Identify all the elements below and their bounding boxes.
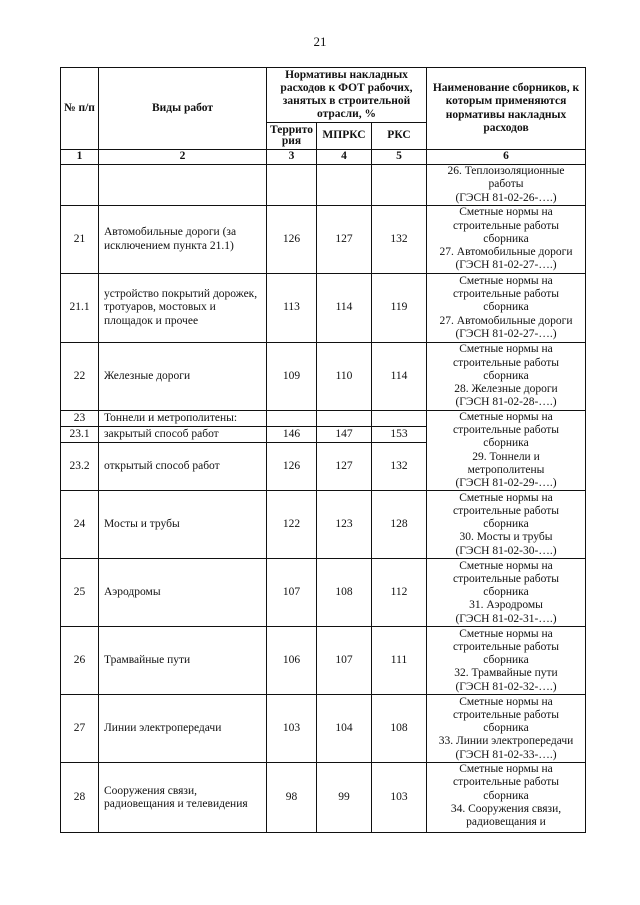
value-mprks: 127 bbox=[317, 206, 372, 274]
value-territory: 103 bbox=[267, 695, 317, 763]
collection-cell: Сметные нормы на строительные работы сборника 33. Линии электропередачи (ГЭСН 81-02-33-….) bbox=[427, 695, 586, 763]
work-type: Линии электропередачи bbox=[99, 695, 267, 763]
value-territory: 109 bbox=[267, 343, 317, 411]
row-num: 24 bbox=[61, 491, 99, 559]
work-type: Тоннели и метрополитены: bbox=[99, 411, 267, 427]
colnum-1: 1 bbox=[61, 150, 99, 165]
value-territory: 126 bbox=[267, 443, 317, 491]
header-num: № п/п bbox=[61, 68, 99, 150]
value-mprks: 123 bbox=[317, 491, 372, 559]
header-territory: Террито рия bbox=[267, 123, 317, 150]
collection-cell: Сметные нормы на строительные работы сборника 34. Сооружения связи, радиовещания и bbox=[427, 763, 586, 833]
header-mprks: МПРКС bbox=[317, 123, 372, 150]
page-number: 21 bbox=[313, 34, 327, 49]
row-num: 27 bbox=[61, 695, 99, 763]
value-rks: 103 bbox=[372, 763, 427, 833]
header-rks: РКС bbox=[372, 123, 427, 150]
table-row bbox=[61, 491, 586, 559]
work-type: устройство покрытий дорожек, тротуаров, мостовых и площадок и прочее bbox=[99, 274, 267, 343]
value-territory: 126 bbox=[267, 206, 317, 274]
table-row bbox=[61, 695, 586, 763]
value-rks: 108 bbox=[372, 695, 427, 763]
colnum-6: 6 bbox=[427, 150, 586, 165]
row-num: 23.1 bbox=[61, 427, 99, 443]
table-row bbox=[61, 206, 586, 274]
colnum-2: 2 bbox=[99, 150, 267, 165]
work-type: закрытый способ работ bbox=[99, 427, 267, 443]
column-numbers-row bbox=[61, 150, 586, 165]
work-type: Сооружения связи, радиовещания и телевидения bbox=[99, 763, 267, 833]
value-mprks: 108 bbox=[317, 559, 372, 627]
value-rks: 112 bbox=[372, 559, 427, 627]
value-territory: 146 bbox=[267, 427, 317, 443]
value-rks: 114 bbox=[372, 343, 427, 411]
value-mprks: 127 bbox=[317, 443, 372, 491]
row-num: 25 bbox=[61, 559, 99, 627]
row-num: 21 bbox=[61, 206, 99, 274]
value-mprks: 147 bbox=[317, 427, 372, 443]
table-row bbox=[61, 274, 586, 343]
value-territory: 106 bbox=[267, 627, 317, 695]
value-rks: 132 bbox=[372, 443, 427, 491]
value-mprks: 107 bbox=[317, 627, 372, 695]
value-rks: 128 bbox=[372, 491, 427, 559]
collection-cell: Сметные нормы на строительные работы сборника 27. Автомобильные дороги (ГЭСН 81-02-27-….) bbox=[427, 206, 586, 274]
value-rks: 111 bbox=[372, 627, 427, 695]
value-territory: 107 bbox=[267, 559, 317, 627]
collection-cell: Сметные нормы на строительные работы сборника 30. Мосты и трубы (ГЭСН 81-02-30-….) bbox=[427, 491, 586, 559]
collection-cell: Сметные нормы на строительные работы сборника 28. Железные дороги (ГЭСН 81-02-28-….) bbox=[427, 343, 586, 411]
colnum-4: 4 bbox=[317, 150, 372, 165]
row-num: 22 bbox=[61, 343, 99, 411]
table-row bbox=[61, 627, 586, 695]
header-collections: Наименование сборников, к которым применяются нормативы накладных расходов bbox=[427, 68, 586, 150]
value-mprks: 114 bbox=[317, 274, 372, 343]
colnum-3: 3 bbox=[267, 150, 317, 165]
work-type: Автомобильные дороги (за исключением пункта 21.1) bbox=[99, 206, 267, 274]
table-row bbox=[61, 559, 586, 627]
value-rks: 153 bbox=[372, 427, 427, 443]
value-mprks: 99 bbox=[317, 763, 372, 833]
row-num: 23.2 bbox=[61, 443, 99, 491]
work-type: Железные дороги bbox=[99, 343, 267, 411]
header-row bbox=[61, 68, 586, 123]
row-num: 26 bbox=[61, 627, 99, 695]
table-row bbox=[61, 343, 586, 411]
value-rks: 132 bbox=[372, 206, 427, 274]
table-row bbox=[61, 763, 586, 833]
header-works: Виды работ bbox=[99, 68, 267, 150]
value-territory: 113 bbox=[267, 274, 317, 343]
value-territory: 98 bbox=[267, 763, 317, 833]
row-num: 21.1 bbox=[61, 274, 99, 343]
table-row bbox=[61, 165, 586, 206]
value-territory: 122 bbox=[267, 491, 317, 559]
value-mprks: 104 bbox=[317, 695, 372, 763]
colnum-5: 5 bbox=[372, 150, 427, 165]
collection-cell: Сметные нормы на строительные работы сборника 29. Тоннели и метрополитены (ГЭСН 81-02-29-….) bbox=[427, 411, 586, 491]
row-num: 23 bbox=[61, 411, 99, 427]
work-type: Аэродромы bbox=[99, 559, 267, 627]
overhead-norms-table bbox=[60, 67, 586, 833]
collection-cell: Сметные нормы на строительные работы сборника 32. Трамвайные пути (ГЭСН 81-02-32-….) bbox=[427, 627, 586, 695]
collection-cell: Сметные нормы на строительные работы сборника 27. Автомобильные дороги (ГЭСН 81-02-27-….) bbox=[427, 274, 586, 343]
table-row bbox=[61, 411, 586, 427]
collection-cell: Сметные нормы на строительные работы сборника 31. Аэродромы (ГЭСН 81-02-31-….) bbox=[427, 559, 586, 627]
work-type: открытый способ работ bbox=[99, 443, 267, 491]
collection-cell: 26. Теплоизоляционные работы (ГЭСН 81-02-26-….) bbox=[427, 165, 586, 206]
header-norms: Нормативы накладных расходов к ФОТ рабочих, занятых в строительной отрасли, % bbox=[267, 68, 427, 123]
work-type: Трамвайные пути bbox=[99, 627, 267, 695]
row-num: 28 bbox=[61, 763, 99, 833]
work-type: Мосты и трубы bbox=[99, 491, 267, 559]
value-rks: 119 bbox=[372, 274, 427, 343]
value-mprks: 110 bbox=[317, 343, 372, 411]
